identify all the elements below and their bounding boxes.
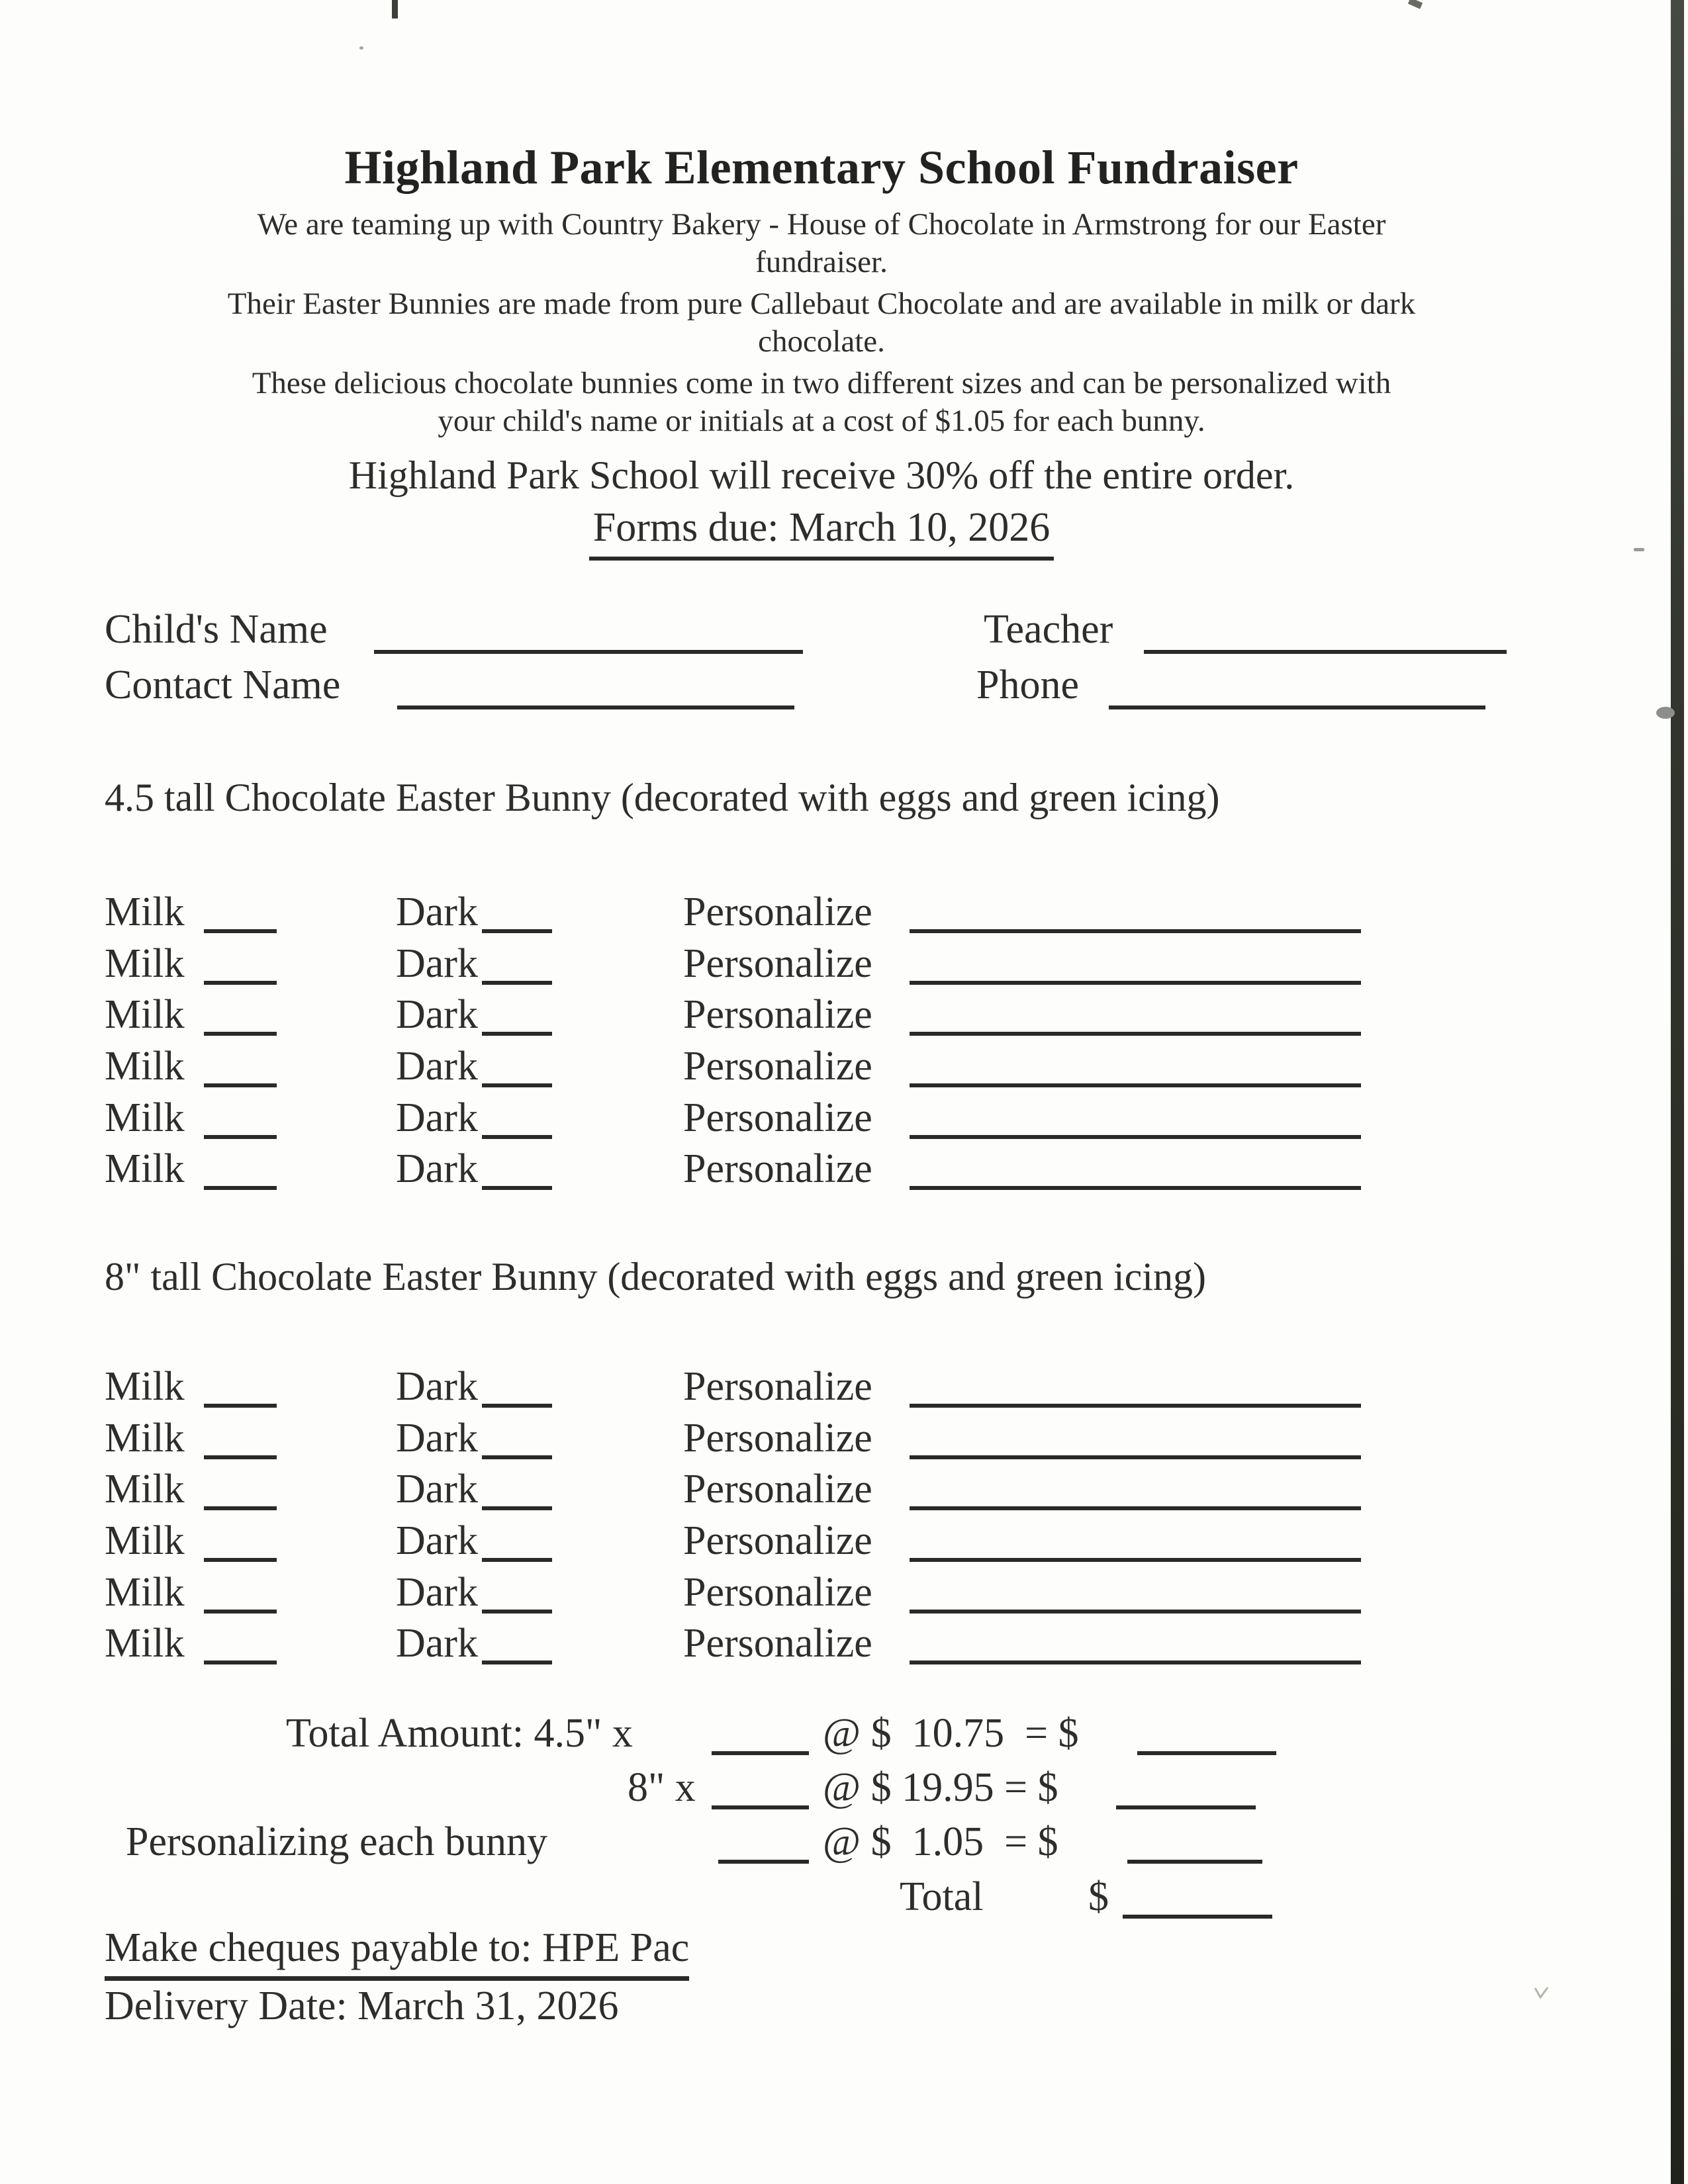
dark-qty-blank bbox=[482, 1475, 552, 1510]
intro-line: your child's name or initials at a cost of $1.05 for each bunny. bbox=[438, 404, 1205, 438]
cheque-instruction-text: Make cheques payable to: HPE Pac bbox=[105, 1925, 689, 1981]
order-row bbox=[105, 888, 1495, 940]
intro-line: chocolate. bbox=[758, 324, 885, 359]
intro-line: fundraiser. bbox=[755, 245, 888, 279]
order-row bbox=[105, 991, 1495, 1042]
personalize-name-blank bbox=[910, 1000, 1361, 1036]
order-rows-small-bunny bbox=[105, 888, 1495, 1197]
milk-label: Milk bbox=[105, 940, 185, 986]
scan-artifact-top-tick bbox=[392, 0, 398, 19]
dark-label: Dark bbox=[396, 992, 478, 1038]
scan-artifact-blob bbox=[1656, 707, 1675, 719]
delivery-date-line bbox=[0, 1983, 1688, 2038]
milk-qty-blank bbox=[204, 1052, 277, 1087]
personalize-name-blank bbox=[910, 1475, 1361, 1510]
teacher-label: Teacher bbox=[984, 607, 1113, 652]
order-row bbox=[105, 1619, 1495, 1671]
total-small-label: Total Amount: 4.5" x bbox=[286, 1711, 633, 1756]
dark-label: Dark bbox=[396, 1467, 478, 1512]
personalize-name-blank bbox=[910, 1526, 1361, 1562]
personalize-name-blank bbox=[910, 1103, 1361, 1139]
dark-qty-blank bbox=[482, 1526, 552, 1562]
milk-qty-blank bbox=[204, 949, 277, 985]
scan-artifact-right-edge bbox=[1671, 0, 1684, 2184]
dark-label: Dark bbox=[396, 889, 478, 934]
personalize-label: Personalize bbox=[683, 940, 872, 986]
personalizing-rate: @ $ 1.05 = $ bbox=[823, 1819, 1058, 1864]
total-line-large-bunny bbox=[0, 1764, 1688, 1820]
milk-label: Milk bbox=[105, 992, 185, 1038]
total-small-amount-blank bbox=[1137, 1719, 1276, 1755]
dark-qty-blank bbox=[482, 1629, 552, 1664]
dark-label: Dark bbox=[396, 1044, 478, 1089]
milk-label: Milk bbox=[105, 1467, 185, 1512]
milk-qty-blank bbox=[204, 1629, 277, 1664]
total-small-qty-blank bbox=[712, 1719, 809, 1755]
total-large-amount-blank bbox=[1116, 1774, 1256, 1809]
personalize-label: Personalize bbox=[683, 1364, 872, 1409]
dark-label: Dark bbox=[396, 1621, 478, 1666]
childs-name-blank bbox=[374, 618, 803, 654]
personalizing-label: Personalizing each bunny bbox=[126, 1819, 548, 1864]
dark-qty-blank bbox=[482, 1052, 552, 1087]
milk-label: Milk bbox=[105, 1095, 185, 1140]
dark-label: Dark bbox=[396, 1569, 478, 1615]
scan-artifact-check-mark bbox=[1533, 1985, 1550, 2003]
personalize-label: Personalize bbox=[683, 1621, 872, 1666]
grand-total-label: Total bbox=[900, 1874, 984, 1919]
page-title: Highland Park Elementary School Fundraiser bbox=[344, 141, 1299, 194]
milk-label: Milk bbox=[105, 1415, 185, 1461]
personalize-label: Personalize bbox=[683, 992, 872, 1038]
order-row bbox=[105, 1414, 1495, 1466]
dark-qty-blank bbox=[482, 949, 552, 985]
order-row bbox=[105, 1363, 1495, 1414]
grand-total-amount-blank bbox=[1123, 1883, 1272, 1919]
dark-qty-blank bbox=[482, 1000, 552, 1036]
forms-due-line bbox=[0, 504, 1643, 561]
personalize-label: Personalize bbox=[683, 1146, 872, 1192]
scan-artifact-top-mark bbox=[1408, 0, 1423, 9]
milk-qty-blank bbox=[204, 1526, 277, 1562]
intro-line: These delicious chocolate bunnies come in two different sizes and can be personalized with bbox=[252, 366, 1391, 400]
total-small-rate: @ $ 10.75 = $ bbox=[823, 1711, 1079, 1756]
order-row bbox=[105, 1145, 1495, 1197]
child-name-teacher-row bbox=[0, 606, 1688, 662]
dark-qty-blank bbox=[482, 1103, 552, 1139]
contact-name-label: Contact Name bbox=[105, 662, 341, 707]
dark-label: Dark bbox=[396, 1095, 478, 1140]
order-row bbox=[105, 940, 1495, 991]
total-large-label: 8" x bbox=[628, 1765, 696, 1810]
grand-total-currency: $ bbox=[1088, 1874, 1109, 1919]
personalize-name-blank bbox=[910, 949, 1361, 985]
phone-label: Phone bbox=[976, 662, 1079, 707]
personalize-name-blank bbox=[910, 1629, 1361, 1664]
milk-qty-blank bbox=[204, 1372, 277, 1408]
phone-blank bbox=[1109, 674, 1485, 709]
personalizing-amount-blank bbox=[1127, 1828, 1262, 1864]
personalize-name-blank bbox=[910, 897, 1361, 933]
personalize-label: Personalize bbox=[683, 1569, 872, 1615]
intro-line: We are teaming up with Country Bakery - House of Chocolate in Armstrong for our Easter bbox=[257, 207, 1386, 242]
dark-qty-blank bbox=[482, 897, 552, 933]
milk-qty-blank bbox=[204, 1475, 277, 1510]
milk-label: Milk bbox=[105, 889, 185, 934]
section-heading-small-bunny: 4.5 tall Chocolate Easter Bunny (decorated with eggs and green icing) bbox=[105, 776, 1220, 819]
personalize-label: Personalize bbox=[683, 889, 872, 934]
milk-qty-blank bbox=[204, 897, 277, 933]
milk-label: Milk bbox=[105, 1621, 185, 1666]
section-heading-large-bunny: 8" tall Chocolate Easter Bunny (decorated with eggs and green icing) bbox=[105, 1255, 1206, 1298]
personalize-name-blank bbox=[910, 1372, 1361, 1408]
childs-name-label: Child's Name bbox=[105, 607, 328, 652]
personalize-label: Personalize bbox=[683, 1044, 872, 1089]
dark-qty-blank bbox=[482, 1578, 552, 1614]
dark-label: Dark bbox=[396, 1364, 478, 1409]
personalize-label: Personalize bbox=[683, 1415, 872, 1461]
order-rows-large-bunny bbox=[105, 1363, 1495, 1671]
milk-label: Milk bbox=[105, 1146, 185, 1192]
personalize-name-blank bbox=[910, 1424, 1361, 1459]
dark-qty-blank bbox=[482, 1372, 552, 1408]
dark-label: Dark bbox=[396, 1146, 478, 1192]
total-large-rate: @ $ 19.95 = $ bbox=[823, 1765, 1058, 1810]
forms-due-text: Forms due: March 10, 2026 bbox=[589, 504, 1055, 561]
scan-artifact-dash bbox=[1634, 548, 1644, 551]
milk-label: Milk bbox=[105, 1518, 185, 1564]
milk-label: Milk bbox=[105, 1569, 185, 1615]
dark-qty-blank bbox=[482, 1424, 552, 1459]
personalize-name-blank bbox=[910, 1052, 1361, 1087]
order-row bbox=[105, 1517, 1495, 1569]
milk-qty-blank bbox=[204, 1103, 277, 1139]
contact-name-blank bbox=[397, 674, 794, 709]
personalizing-qty-blank bbox=[718, 1828, 809, 1864]
personalize-name-blank bbox=[910, 1154, 1361, 1190]
delivery-date-text: Delivery Date: March 31, 2026 bbox=[105, 1983, 619, 2028]
personalize-label: Personalize bbox=[683, 1467, 872, 1512]
cheque-instruction-line bbox=[0, 1925, 1688, 1980]
grand-total-line bbox=[0, 1874, 1688, 1929]
milk-qty-blank bbox=[204, 1154, 277, 1190]
dark-qty-blank bbox=[482, 1154, 552, 1190]
total-line-personalizing bbox=[0, 1819, 1688, 1874]
scan-artifact-speck bbox=[359, 46, 363, 50]
teacher-blank bbox=[1144, 618, 1507, 654]
order-row bbox=[105, 1094, 1495, 1146]
personalize-name-blank bbox=[910, 1578, 1361, 1614]
dark-label: Dark bbox=[396, 940, 478, 986]
order-row bbox=[105, 1465, 1495, 1517]
milk-label: Milk bbox=[105, 1364, 185, 1409]
milk-qty-blank bbox=[204, 1578, 277, 1614]
order-row bbox=[105, 1569, 1495, 1620]
order-row bbox=[105, 1042, 1495, 1094]
milk-qty-blank bbox=[204, 1424, 277, 1459]
intro-line: Their Easter Bunnies are made from pure Callebaut Chocolate and are available in milk or dark bbox=[227, 287, 1416, 321]
personalize-label: Personalize bbox=[683, 1095, 872, 1140]
milk-label: Milk bbox=[105, 1044, 185, 1089]
contact-name-phone-row bbox=[0, 662, 1688, 717]
total-large-qty-blank bbox=[712, 1774, 809, 1809]
dark-label: Dark bbox=[396, 1415, 478, 1461]
discount-note: Highland Park School will receive 30% off the entire order. bbox=[348, 453, 1295, 497]
dark-label: Dark bbox=[396, 1518, 478, 1564]
personalize-label: Personalize bbox=[683, 1518, 872, 1564]
milk-qty-blank bbox=[204, 1000, 277, 1036]
total-line-small-bunny bbox=[0, 1710, 1688, 1766]
